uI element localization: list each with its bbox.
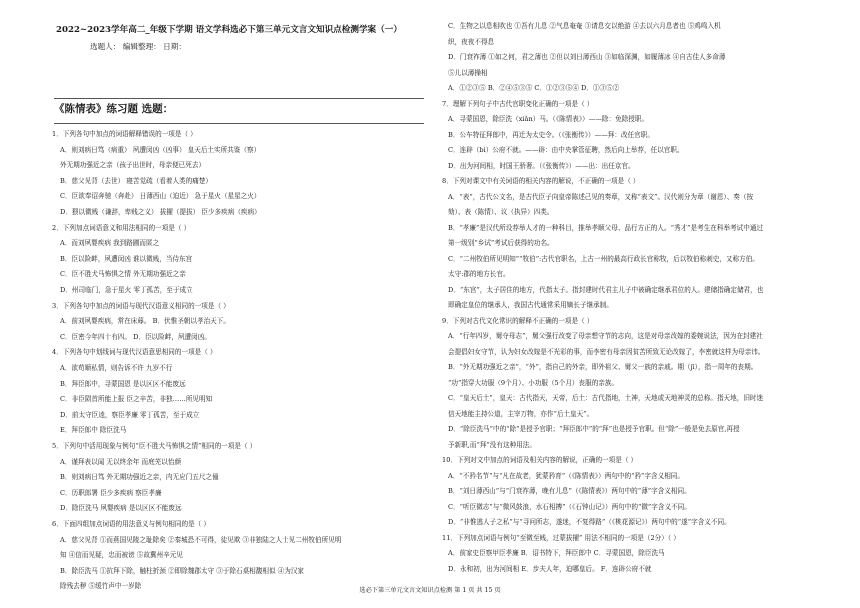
text-line: C．历职郎署 臣少多疾病 察臣孝廉 bbox=[60, 488, 162, 497]
text-line: 外无期功强近之亲（孩子出世时，母亲便已死去） bbox=[60, 161, 206, 170]
text-line: D．州司临门，急于星火 零丁孤苦，至于成立 bbox=[60, 286, 193, 294]
text-line: A．“表”，古代公文名，是古代臣子向皇帝陈述己见的奏章，又称“表文”。汉代则分为章（谢恩）、奏（按 bbox=[448, 192, 754, 201]
text-line: 2．下列加点词语意义和用法相同的一项是（ ） bbox=[52, 223, 191, 232]
text-line: 第一级别“乡试”考试后获得的功名。 bbox=[448, 239, 554, 247]
text-line: 4．下列各句中划线词与现代汉语意思相同的一项是（ ） bbox=[52, 348, 217, 357]
text-line: A．寻蒙国恩，除臣洗（xiǎn）马。（《陈情表》）——除：免除授职。 bbox=[448, 115, 649, 123]
text-line: 予新职,而“拜”没有这种用法。 bbox=[448, 440, 536, 449]
document-title: 2022~2023学年高二_年级下学期 语文学科选必下第三单元文言文知识点检测学案（一） bbox=[56, 25, 402, 35]
text-line: 即确定皇位的继承人，我国古代通常采用嫡长子继承制。 bbox=[448, 301, 613, 309]
text-line: A．前刘夙婴疾病，常在床蓐。 B．伏惟圣朝以孝治天下。 bbox=[60, 317, 230, 326]
text-line: B．除臣洗马 ①抗拜下除，触柱折颈 ②即除魏郡太守 ③于除石桌相馥相似 ④为汉家 bbox=[60, 566, 305, 575]
text-line: 知 ④信而见疑，忠而被谤 ⑤故冀州辛元见 bbox=[60, 551, 183, 560]
text-line: B．“刘日薄西山”与“门衰祚薄，晚有儿息”（《陈情表》）两句中的“薄”字含义相同。 bbox=[448, 487, 691, 495]
text-line: B．臣以险衅，夙遭闵凶 谁以微贱，当侍东宫 bbox=[60, 254, 193, 263]
text-line: C．生物之以息相吹也 ①吾有儿息 ②气息奄奄 ③请息交以绝游 ④去以六月息者也 ⑤鸡鸣入机 bbox=[448, 22, 721, 30]
text-line: D．“非惟逃人子之私”与“寻问所志，遂迷，不复得路”（《桃花源记》）两句中的“遂”字含义不同。 bbox=[448, 518, 731, 526]
text-line: B．慈父见背（去世） 寝苦觉疏（看着人类的痛楚） bbox=[60, 176, 213, 185]
text-line: 会提倡妇女守节，认为妇女改嫁是不光彩的事，而李密有母亲因贫苦所致无论改嫁了，李密就这样为母亲讳。 bbox=[448, 347, 765, 356]
text-line: 劾）、表（陈情）、议（执异）四类。 bbox=[448, 208, 554, 216]
text-line: A．慈父见背 ①而燕国见陵之耻除矣 ②秦城恐不可得，徒见欺 ③非独陆之人士见二州牧伯所见明 bbox=[60, 535, 342, 544]
text-line: 1．下列各句中加点的词语解释错误的一项是（ ） bbox=[52, 130, 197, 138]
text-line: D．“除臣洗马”中的“除”是授予官职；“拜臣郎中”的“拜”也是授予官职。但“除”一般是免去原官,再授 bbox=[448, 425, 740, 433]
text-line: B．公车特征拜郎中，再迁为太史令。（《张衡传》）——拜：改任官职。 bbox=[448, 130, 654, 139]
text-line: 9．下列对古代文化常识的解释不正确的一项是（ ） bbox=[442, 316, 594, 325]
text-line: D．永和初，出为河间相 E．步夫人年，迫哪皇后。 F．连辟公府不就 bbox=[448, 564, 652, 573]
text-line: B．“孝廉”是汉代所设荐举人才的一种科目，推举孝顺父母、品行方正的人。“秀才”是考生在科举考试中通过 bbox=[448, 223, 764, 232]
text-line: ⑤儿以薄操相 bbox=[448, 68, 488, 77]
text-line: E．拜臣郎中 除臣洗马 bbox=[60, 426, 127, 435]
text-line: “功”指穿大功服（9个月）、小功服（5个月）丧服的亲族。 bbox=[448, 378, 619, 387]
text-line: 织，夜夜不得息 bbox=[448, 37, 495, 46]
text-line: C．“皇天后土”，皇天：古代指天，天帝，后土：古代指地，土神，天地或天地神灵的总称。指天地，旧时迷 bbox=[448, 394, 764, 402]
text-line: C．“听臣微志”与“微风鼓浪，水石相搏”（《石钟山记》）两句中的“微”字含义不同。 bbox=[448, 502, 691, 511]
text-line: A．欲苟顺私情，则告诉不许 九岁不行 bbox=[60, 364, 173, 372]
page-footer: 选必下第三单元文言文知识点检测 第 1 页 共 15 页 bbox=[359, 587, 501, 594]
text-line: 信天地能主持公道，主宰万物，亦作“后土皇天”。 bbox=[448, 409, 594, 418]
text-line: C．臣密今年四十有四。 D．臣以险衅，夙遭闵凶。 bbox=[60, 332, 211, 341]
text-line: C．非臣陨首所能上报 臣之辛苦，非独……所见明知 bbox=[60, 395, 213, 404]
text-line: 10．下列对文中加点的词语及相关内容的解说，正确的一项是（ ） bbox=[442, 456, 638, 464]
text-line: 7．理解下列句子中古代官职变化正确的一项是（ ） bbox=[442, 99, 594, 108]
text-line: A．谨拜表以闻 无以终余年 而庭芜以怡颜 bbox=[60, 457, 182, 466]
section-rule-bottom bbox=[54, 123, 424, 124]
text-line: B．拜臣郎中，寻蒙国恩 是以区区不能废远 bbox=[60, 379, 186, 388]
text-line: C．连辟（bì）公府不就。——辟：由中央掌管征聘，然后向上举荐，任以官职。 bbox=[448, 146, 684, 154]
text-line: A．而刘夙婴疾病 我到路圃而匿之 bbox=[60, 239, 160, 248]
text-line: 5．下列句中活用现象与例句“臣不胜犬马怖惧之情”相同的一项是（ ） bbox=[52, 442, 257, 450]
text-line: D．前太守臣逵，察臣孝廉 零丁孤苦，至于成立 bbox=[60, 410, 200, 419]
text-line: A．“行年四岁，舅夺母志”，舅父强行改变了母亲想守节的志向，这是对母亲改嫁的委婉说法，因为在封建社 bbox=[448, 332, 763, 340]
text-line: 太守:郡的地方长官。 bbox=[448, 270, 510, 278]
text-line: 3．下列各句中加点的词语与现代汉语意义相同的一项是（ ） bbox=[52, 301, 230, 310]
section-title: 《陈情表》练习题 选题： bbox=[54, 103, 174, 115]
text-line: A．“不矜名节”与“凡在故老，犹蒙矜育”（《陈情表》）两句中的“矜”字含义相同。 bbox=[448, 471, 684, 480]
right-column bbox=[430, 0, 860, 608]
text-line: D．猥以微贱（谦辞，卑贱之义） 拔擢（提拔） 臣少多疾病（疾病） bbox=[60, 208, 261, 216]
document-subtitle: 选题人： 编辑整理： 日期： bbox=[90, 42, 186, 51]
text-line: 8．下列对课文中有关词语的相关内容的解说，不正确的一项是（ ） bbox=[442, 177, 640, 185]
text-line: A．前家史臣察甲臣孝廉 B．诏书特下，拜臣郎中 C．寻蒙国恩，除臣洗马 bbox=[448, 549, 665, 557]
section-rule-top bbox=[54, 98, 424, 99]
text-line: D．门衰祚薄 ①如之何，君之薄也 ②但以刘日薄西山 ③如临深渊，如履薄冰 ④自古佳人多命薄 bbox=[448, 53, 726, 61]
text-line: B．则刘病日笃 外无期功强近之亲，内无应门五尺之僮 bbox=[60, 473, 219, 482]
text-line: 11．下列加点词语与例句“至微至贱，过蒙拔擢” 用法不相同的一项是（2分）（ ） bbox=[442, 533, 680, 542]
text-line: 6．下面四组加点词语的用法意义与例句相同的是（ ） bbox=[52, 520, 210, 528]
text-line: A．则刘病日笃（病重） 夙遭闵凶（凶事） 皇天后土实所共鉴（察） bbox=[60, 145, 261, 154]
text-line: C．臣欲奉诏奔驰（奔赴） 日薄西山（迫近） 急于星火（星星之火） bbox=[60, 192, 261, 201]
text-line: C．臣不胜犬马怖惧之情 外无期功强近之亲 bbox=[60, 270, 186, 279]
text-line: 除残去秽 ⑤缓竹声中一岁除 bbox=[60, 582, 142, 591]
text-line: A．①②③⑤ B．②④⑤③⑤ C．①②③⑤④ D．①③⑤② bbox=[448, 84, 620, 92]
text-line: D．出为河间相，时国王骄奢。（《张衡传》）——出：出任京官。 bbox=[448, 161, 635, 170]
text-line: B．“外无期功强近之亲”，“外”，指自己的外亲，即外祖父、舅父一族的亲戚。期（jī），指一周年的丧期。 bbox=[448, 363, 758, 371]
text-line: C．“二州牧伯所见明知”“牧伯”:古代官职名，上古一州的最高行政长官称牧，后以牧伯称刺史，又称方伯。 bbox=[448, 254, 759, 263]
text-line: D．“东宫”，太子居住的地方，代指太子。指封建时代君主儿子中被确定继承君位的人。建储指确定储君，也 bbox=[448, 285, 764, 294]
text-line: D．除臣洗马 夙婴疾病 是以区区不能废远 bbox=[60, 504, 182, 513]
